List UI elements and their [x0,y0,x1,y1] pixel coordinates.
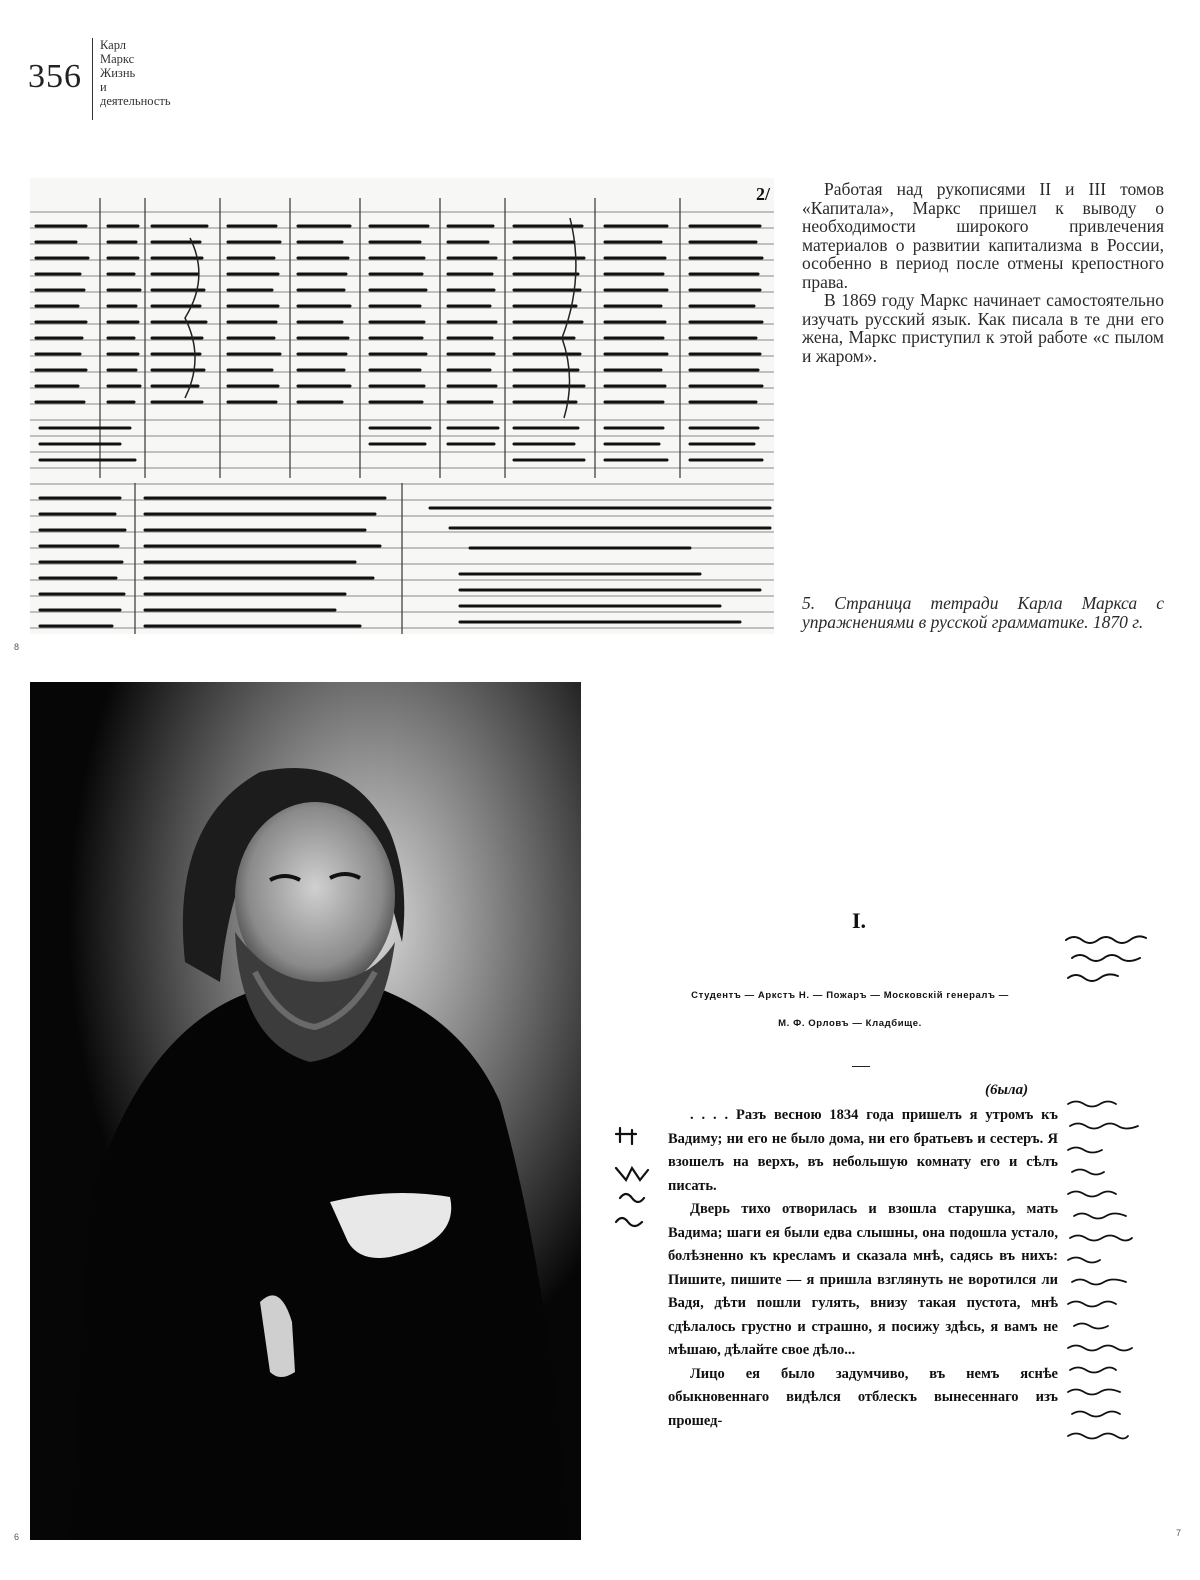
chapter-numeral: I. [852,908,867,933]
handwritten-annotation: (6ыла) [985,1082,1029,1098]
section-rule [852,1066,870,1067]
marginalia-scribble-right [1064,1096,1156,1452]
figure-label-portrait: 6 [14,1532,20,1542]
svg-text:2/: 2/ [756,184,771,204]
portrait-image [30,682,581,1540]
marginalia-scribble-top [1062,930,1152,990]
chapter-subtitle-line: Студентъ — Аркстъ Н. — Пожаръ — Московскій генералъ — [691,990,1009,1001]
figure-label-manuscript: 8 [14,642,20,652]
body-text [802,180,1164,365]
portrait-photo [30,682,581,1540]
figure-caption: 5. Страница тетради Карла Маркса с упражнениями в русской грамматике. 1870 г. [802,593,1164,632]
page-number: 356 [28,58,82,95]
manuscript-photo [30,178,774,634]
body-paragraph: Работая над рукописями II и III томов «Капитала», Маркс пришел к выводу о необходимости широкого привлечения материалов о развитии капитализма в России, особенно в период после отмены крепостного права. [802,179,1164,292]
book-paragraph: Лицо ея было задумчиво, въ немъ яснѣе обыкновеннаго видѣлся отблескъ вынесеннаго изъ прошед- [668,1365,1058,1429]
title-line: и [100,80,107,94]
manuscript-image [30,178,774,634]
title-line: Жизнь [100,66,136,80]
figure-label-book-page: 7 [1176,1528,1182,1538]
title-line: Карл [100,38,127,52]
book-paragraph: Дверь тихо отворилась и взошла старушка, мать Вадима; шаги ея были едва слышны, она подошла устало, болѣзненно къ кресламъ и сказала мнѣ, садясь въ нихъ: Пишите, пишите — я пришла взглянуть не воротился ли Вадя, дѣти пошли гулять, внизу такая пустота, мнѣ сдѣлалось грустно и страшно, я посижу здѣсь, я вамъ не мѣшаю, дѣлайте свое дѣло... [668,1201,1058,1358]
header-divider [92,38,93,120]
running-head-title [100,38,171,108]
body-paragraph: В 1869 году Маркс начинает самостоятельно изучать русский язык. Как писала в те дни его жена, Маркс приступил к этой работе «с пылом и жаром». [802,290,1164,366]
title-line: деятельность [100,94,171,108]
book-page-text [668,1104,1058,1433]
chapter-subtitle-line: М. Ф. Орловъ — Кладбище. [778,1018,922,1029]
title-line: Маркс [100,52,135,66]
book-paragraph: . . . . Разъ весною 1834 года пришелъ я утромъ къ Вадиму; ни его не было дома, ни его братьевъ и сестеръ. Я взошелъ на верхъ, въ небольшую комнату его и сѣлъ писать. [668,1107,1058,1194]
marginalia-scribble-left [612,1124,660,1234]
